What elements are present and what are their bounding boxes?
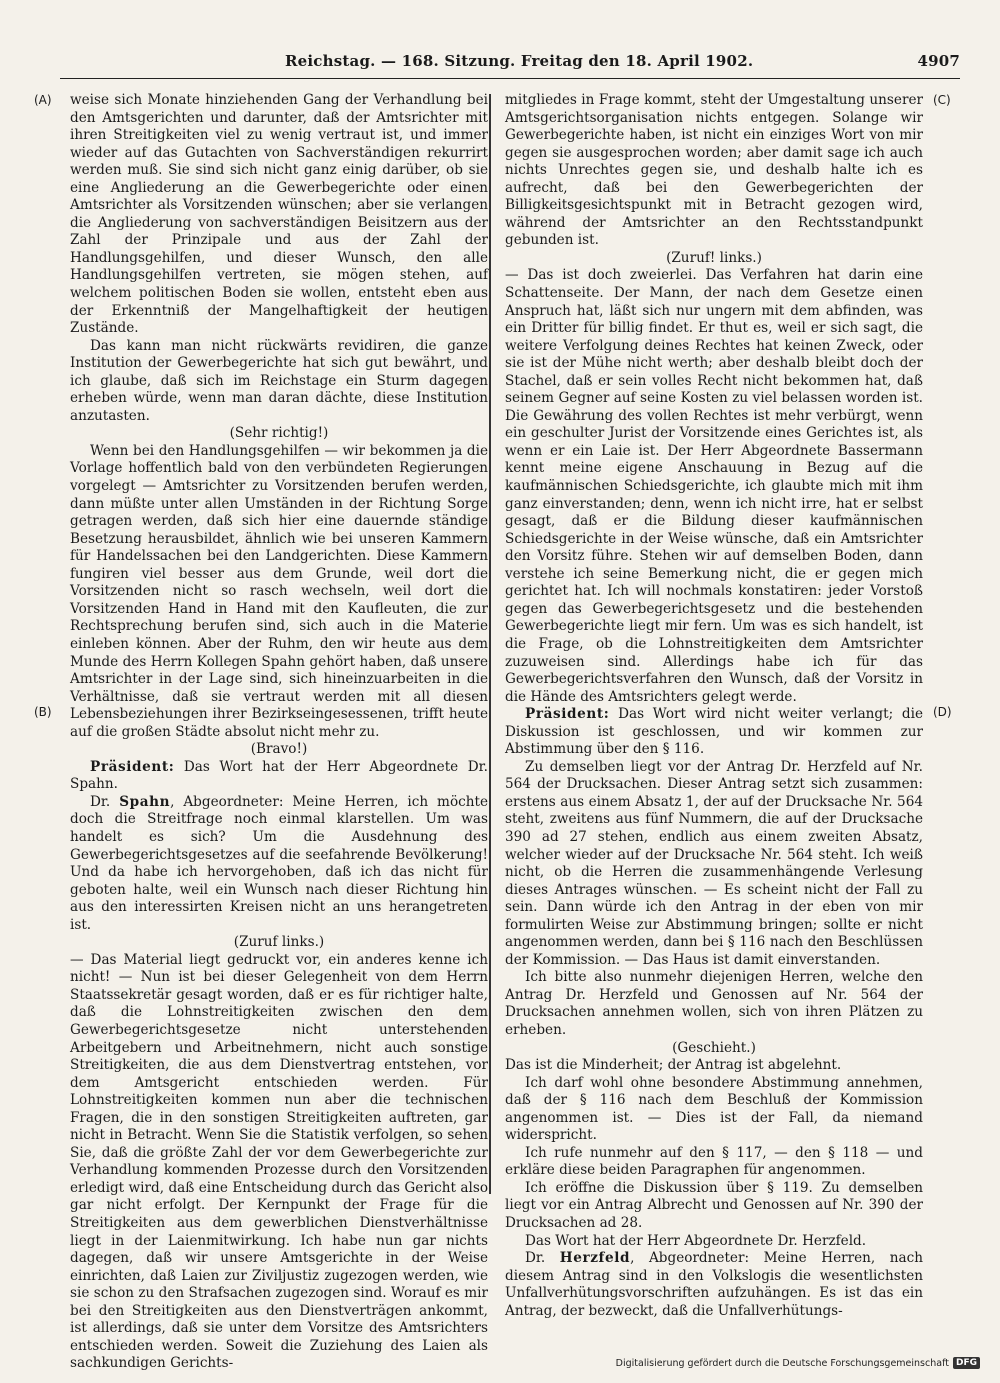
paragraph [505,759,923,970]
paragraph-text: (Sehr richtig!) [229,425,329,442]
paragraph [505,250,923,268]
running-title: Reichstag. — 168. Sitzung. Freitag den 18. April 1902. [285,52,754,70]
paragraph [505,1057,923,1075]
paragraph-text: (Geschieht.) [672,1039,756,1056]
paragraph [505,92,923,250]
margin-marker-d: (D) [933,705,952,719]
paragraph [505,1233,923,1251]
speaker-name: Herzfeld [559,1250,631,1267]
paragraph-text: Das Wort wird nicht weiter verlangt; die Diskussion ist geschlossen, und wir kommen zur Abstimmung über den § 116. [505,706,923,758]
paragraph [70,425,488,443]
paragraph [505,1250,923,1320]
speaker-name: Spahn [119,793,171,810]
speaker-name: Präsident: [525,706,610,723]
paragraph [505,706,923,759]
paragraph [505,1040,923,1058]
paragraph-text: weise sich Monate hinziehenden Gang der Verhandlung bei den Amtsgerichten und darunter, daß der Amtsrichter mit ihren Streitigkeiten viel zu wenig vertraut ist, und immer wieder auf das Gutachten von Sachverständigen rekurrirt werden muß. Sie sind sich nicht ganz einig darüber, ob sie eine Angliederung an die Gewerbegerichte oder einen Amtsrichter als Vorsitzenden wünschen; aber sie verlangen die Angliederung von sachverständigen Beisitzern aus der Zahl der Prinzipale und aus der Zahl der Handlungsgehilfen, und dieser Wunsch, den alle Handlungsgehilfen vertreten, sie mögen stehen, auf welchem politischen Boden sie wollen, entsteht eben aus der Erkenntniß der Mangelhaftigkeit der heutigen Zustände. [70,92,488,337]
paragraph-text: Das Wort hat der Herr Abgeordnete Dr. Herzfeld. [525,1232,867,1249]
paragraph [505,969,923,1039]
paragraph-text: (Zuruf! links.) [666,249,762,266]
paragraph-text: Das ist die Minderheit; der Antrag ist abgelehnt. [505,1057,842,1074]
paragraph-text: (Zuruf links.) [233,934,325,951]
paragraph [70,741,488,759]
paragraph [70,92,488,338]
paragraph-text: — Das Material liegt gedruckt vor, ein anderes kenne ich nicht! — Nun ist bei dieser Gelegenheit von dem Herrn Staatssekretär gesagt worden, daß er es für richtiger halte, daß die Lohnstreitigkeiten zwischen den dem Gewerbegerichtsgesetze nicht unterstehenden Arbeitgebern und Arbeitnehmern, nicht auch sonstige Streitigkeiten, die aus dem Dienstvertrag entstehen, vor dem Amtsgericht entschieden werden. Für Lohnstreitigkeiten kommen nun aber die technischen Fragen, die in den sonstigen Streitigkeiten auftreten, gar nicht in Betracht. Wenn Sie die Statistik verfolgen, so sehen Sie, daß die größte Zahl der vor dem Gewerbegerichte zur Verhandlung kommenden Prozesse durch den Vorsitzenden erledigt wird, daß eine Entscheidung durch das Gericht also gar nicht erfolgt. Der Kernpunkt der Frage für die Streitigkeiten aus dem gewerblichen Dienstverhältnisse liegt in der Laienmitwirkung. Ich habe nun gar nichts dagegen, daß wir unsere Amtsgerichte in der Weise einrichten, daß Laien zur Ziviljustiz zugezogen werden, wie sie schon zu den Strafsachen zugezogen sind. Worauf es mir bei den Streitigkeiten aus den Dienstverträgen ankommt, ist allerdings, daß sie unter dem Vorsitze des Amtsrichters entschieden werden. Soweit die Zuziehung des Laien als sachkundigen Gerichts- [70,951,488,1372]
paragraph [70,443,488,741]
paragraph-text: Zu demselben liegt vor der Antrag Dr. Herzfeld auf Nr. 564 der Drucksachen. Dieser Antrag setzt sich zusammen: erstens aus einem Absatz 1, der auf der Drucksache Nr. 564 steht, zweitens aus fünf Nummern, die auf der Drucksache 390 ad 27 stehen, endlich aus einem zweiten Absatz, welcher wieder auf der Drucksache Nr. 564 steht. Ich weiß nicht, ob die Herren die zusammenhängende Verlesung dieses Antrages wünschen. — Es scheint nicht der Fall zu sein. Dann würde ich den Antrag in der eben von mir formulirten Weise zur Abstimmung bringen; sollte er nicht angenommen werden, dann bei § 116 nach den Beschlüssen der Kommission. — Das Haus ist damit einverstanden. [505,758,923,968]
speaker-title: Dr. [525,1250,560,1267]
footer-credit [616,1357,980,1369]
paragraph [70,952,488,1373]
paragraph [505,1145,923,1180]
paragraph [505,1075,923,1145]
margin-marker-a: (A) [34,93,52,107]
paragraph-text: Ich darf wohl ohne besondere Abstimmung annehmen, daß der § 116 nach dem Beschluß der Kommission angenommen ist. — Dies ist der Fall, da niemand widerspricht. [505,1074,923,1144]
page-header [60,48,960,79]
paragraph [70,759,488,794]
paragraph-text: Ich eröffne die Diskussion über § 119. Zu demselben liegt vor ein Antrag Albrecht und Genossen auf Nr. 390 der Drucksachen ad 28. [505,1179,923,1231]
paragraph-text: , Abgeordneter: Meine Herren, nach diesem Antrag sind in den Volkslogis die wesentlichsten Unfallverhütungsvorschriften aufzuhängen. Es ist das ein Antrag, der bezweckt, daß die Unfallverhütungs- [505,1250,924,1319]
right-text-column [505,92,923,1320]
paragraph-text: (Bravo!) [250,741,308,758]
speaker-title: Dr. [90,793,120,810]
paragraph [70,934,488,952]
page-number: 4907 [917,52,960,70]
paragraph-text: Ich rufe nunmehr auf den § 117, — den § 118 — und erkläre diese beiden Paragraphen für angenommen. [505,1144,923,1179]
margin-marker-b: (B) [34,705,52,719]
paragraph-text: mitgliedes in Frage kommt, steht der Umgestaltung unserer Amtsgerichtsorganisation nichts entgegen. Solange wir Gewerbegerichte haben, ist nicht ein einziges Wort von mir gegen sie ausgesprochen worden; aber damit sage ich auch nichts Unrechtes gegen sie, und deshalb halte ich es aufrecht, daß bei den Gewerbegerichten der Billigkeitsgesichtspunkt mit in Betracht gezogen wird, während der Amtsrichter an den Rechtsstandpunkt gebunden ist. [505,92,923,249]
paragraph-text: — Das ist doch zweierlei. Das Verfahren hat darin eine Schattenseite. Der Mann, der nach dem Gesetze einen Anspruch hat, läßt sich nur ungern mit dem abfinden, was ein Dritter für billig findet. Er thut es, weil er sich sagt, die weitere Verfolgung deines Rechtes hat keinen Zweck, oder sie ist der Mühe nicht werth; aber deshalb bleibt doch der Stachel, daß er sein volles Recht nicht bekommen hat, daß seinem Gegner auf seine Kosten zu viel belassen worden ist. Die Gewährung des vollen Rechtes ist mehr verbürgt, wenn ein geschulter Jurist der Vorsitzende eines Gerichtes ist, als wenn er ein Laie ist. Der Herr Abgeordnete Bassermann kennt meine eigene Anschauung in Bezug auf die kaufmännischen Schiedsgerichte, ich glaubte mich mit ihm ganz einverstanden; denn, wenn ich nicht irre, hat er selbst gesagt, daß er die Bildung dieser kaufmännischen Schiedsgerichte in der Weise wünsche, daß ein Amtsrichter den Vorsitz führe. Stehen wir auf demselben Boden, dann verstehe ich seine Bemerkung nicht, die er gegen mich gerichtet hat. Ich will nochmals konstatiren: jeder Vorstoß gegen das Gewerbegerichtsgesetz und die bestehenden Gewerbegerichte liegt mir fern. Um was es sich handelt, ist die Frage, ob die Lohnstreitigkeiten dem Amtsrichter zuzuweisen sind. Allerdings habe ich für das Gewerbegerichtsverfahren den Wunsch, daß der Vorsitz in die Hände des Amtsrichters gelegt werde. [505,267,923,705]
speaker-name: Präsident: [90,758,175,775]
paragraph-text: Das Wort hat der Herr Abgeordnete Dr. Spahn. [70,758,488,793]
footer-text: Digitalisierung gefördert durch die Deutsche Forschungsgemeinschaft [615,1357,949,1369]
paragraph-text: Ich bitte also nunmehr diejenigen Herren, welche den Antrag Dr. Herzfeld und Genossen auf Nr. 564 der Drucksachen annehmen wollen, sich von ihren Plätzen zu erheben. [505,969,923,1038]
dfg-logo: DFG [953,1357,980,1369]
paragraph [505,1180,923,1233]
paragraph [505,267,923,706]
left-text-column [70,92,488,1373]
paragraph [70,794,488,934]
column-divider [489,94,491,1194]
paragraph-text: Das kann man nicht rückwärts revidiren, die ganze Institution der Gewerbegerichte hat sich gut bewährt, und ich glaube, daß sich im Reichstage ein Sturm dagegen erheben würde, wenn man daran dächte, diese Institution anzutasten. [70,337,488,424]
paragraph-text: Wenn bei den Handlungsgehilfen — wir bekommen ja die Vorlage hoffentlich bald von den verbündeten Regierungen vorgelegt — Amtsrichter zu Vorsitzenden berufen werden, dann müßte unter allen Umständen in der Richtung Sorge getragen werden, daß sich hier eine dauernde ständige Besetzung herausbildet, ähnlich wie bei unseren Kammern für Handelssachen bei den Landgerichten. Diese Kammern fungiren viel besser aus dem Grunde, weil dort die Vorsitzenden nicht so rasch wechseln, weil dort die Vorsitzenden Hand in Hand mit den Kaufleuten, die zur Rechtsprechung berufen sind, sich auch in die Materie einleben können. Aber der Ruhm, den wir heute aus dem Munde des Herrn Kollegen Spahn gehört haben, daß unsere Amtsrichter in der Lage sind, sich hineinzuarbeiten in die Verhältnisse, daß sie vertraut werden mit all diesen Lebensbeziehungen ihrer Bezirkseingesessenen, trifft heute auf die großen Städte absolut nicht mehr zu. [70,442,488,740]
paragraph-text: , Abgeordneter: Meine Herren, ich möchte doch die Streitfrage noch einmal klarstellen. Um was handelt es sich? Um die Ausdehnung des Gewerbegerichtsgesetzes auf die seefahrende Bevölkerung! Und da habe ich hervorgehoben, daß ich das nicht für geboten halte, weil ein Wunsch nach dieser Richtung hin aus den interessirten Kreisen nicht an uns herangetreten ist. [70,793,488,933]
margin-marker-c: (C) [933,93,951,107]
paragraph [70,338,488,426]
